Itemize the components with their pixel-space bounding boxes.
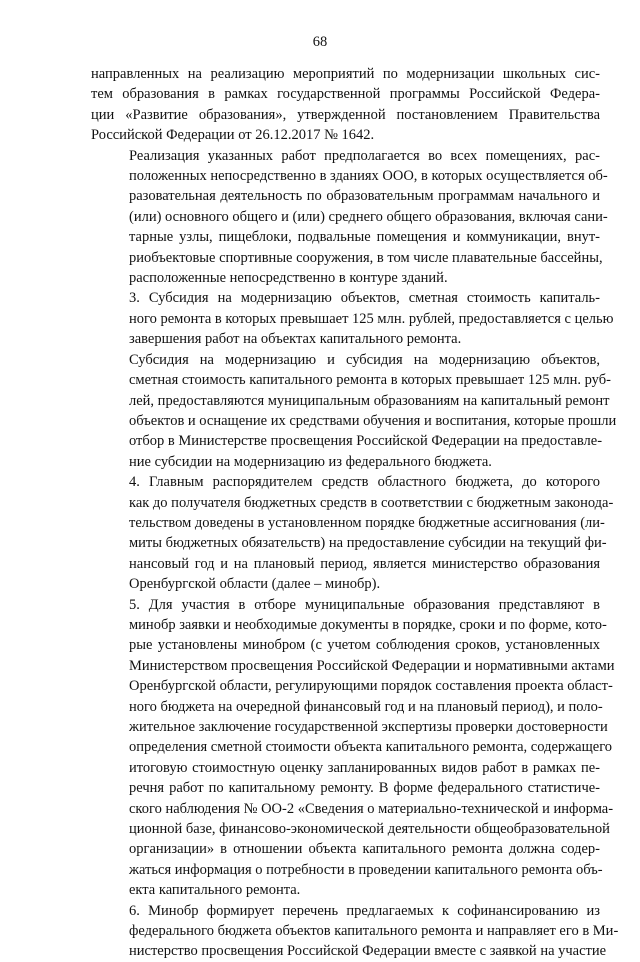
text-line: федерального бюджета объектов капитального ремонта и направляет его в Ми- <box>129 923 619 940</box>
text-line: жаться информация о потребности в проведении капитального ремонта объ- <box>129 861 603 878</box>
text-line: ции «Развитие образования», утвержденной постановлением Правительства <box>91 106 600 123</box>
text-line: организации» в отношении объекта капитального ремонта должна содер- <box>129 841 600 858</box>
text-line: нистерство просвещения Российской Федерации вместе с заявкой на участие <box>129 943 607 960</box>
text-line: ние субсидии на модернизацию из федерального бюджета. <box>129 453 492 470</box>
text-line: (или) основного общего и (или) среднего общего образования, включая сани- <box>129 208 608 225</box>
paragraph <box>91 901 619 962</box>
text-line: Оренбургской области, регулирующими порядок составления проекта област- <box>129 678 613 695</box>
paragraph <box>91 288 614 349</box>
text-line: определения сметной стоимости объекта капитального ремонта, содержащего <box>129 739 613 756</box>
text-line: разовательная деятельность по образовательным программам начального и <box>129 188 600 205</box>
text-line: лей, предоставляются муниципальным образованиям на капитальный ремонт <box>129 392 610 409</box>
text-line: объектов и оснащение их средствами обучения и воспитания, которые прошли <box>129 412 617 429</box>
text-line: нансовый год и на плановый период, является министерство образования <box>129 555 600 572</box>
text-line: 5. Для участия в отборе муниципальные образования представляют в <box>129 596 600 613</box>
text-line: направленных на реализацию мероприятий по модернизации школьных сис- <box>91 66 600 82</box>
text-line: как до получателя бюджетных средств в соответствии с бюджетным законода- <box>129 494 614 511</box>
paragraph <box>91 350 617 472</box>
text-line: сметная стоимость капитального ремонта в которых превышает 125 млн. руб- <box>129 372 611 389</box>
text-line: минобр заявки и необходимые документы в порядке, сроки и по форме, кото- <box>129 616 607 633</box>
text-line: Субсидия на модернизацию и субсидия на модернизацию объектов, <box>129 351 600 368</box>
paragraph <box>91 595 615 901</box>
text-line: 6. Минобр формирует перечень предлагаемых к софинансированию из <box>129 902 600 919</box>
text-line: Министерством просвещения Российской Федерации и нормативными актами <box>129 657 615 674</box>
text-line: жительное заключение государственной экспертизы проверки достоверности <box>129 719 608 735</box>
text-line: расположенные непосредственно в контуре зданий. <box>129 270 448 287</box>
paragraph <box>91 64 600 146</box>
text-line: 3. Субсидия на модернизацию объектов, сметная стоимость капиталь- <box>129 290 600 307</box>
text-line: Оренбургской области (далее – минобр). <box>129 576 381 593</box>
text-line: рые установлены минобром (с учетом соблюдения сроков, установленных <box>129 637 600 654</box>
text-line: завершения работ на объектах капитального ремонта. <box>129 331 462 348</box>
text-line: ского наблюдения № ОО-2 «Сведения о материально-технической и информа- <box>129 800 614 817</box>
body-text <box>91 64 619 962</box>
text-line: екта капитального ремонта. <box>129 882 301 899</box>
paragraph <box>91 146 608 289</box>
text-line: миты бюджетных обязательств) на предоставление субсидии на текущий фи- <box>129 535 607 552</box>
text-line: Реализация указанных работ предполагается во всех помещениях, рас- <box>129 147 600 164</box>
text-line: ционной базе, финансово-экономической деятельности общеобразовательной <box>129 821 610 838</box>
paragraph <box>91 472 614 594</box>
text-line: итоговую стоимостную оценку запланированных видов работ в рамках пе- <box>129 759 600 776</box>
text-line: положенных непосредственно в зданиях ООО, в которых осуществляется об- <box>129 168 608 185</box>
text-line: ного ремонта в которых превышает 125 млн. рублей, предоставляется с целью <box>129 310 614 327</box>
text-line: тарные узлы, пищеблоки, подвальные помещения и коммуникации, внут- <box>129 229 600 246</box>
text-line: тем образования в рамках государственной программы Российской Федера- <box>91 86 600 103</box>
text-line: Российской Федерации от 26.12.2017 № 1642. <box>91 127 375 144</box>
text-line: отбор в Министерстве просвещения Российской Федерации на предоставле- <box>129 433 603 450</box>
text-line: риобъектовые спортивные сооружения, в том числе плавательные бассейны, <box>129 249 603 266</box>
text-line: речня работ по капитальному ремонту. В форме федерального статистиче- <box>129 780 600 797</box>
text-line: ного бюджета на очередной финансовый год и на плановый период), и поло- <box>129 698 603 715</box>
text-line: 4. Главным распорядителем средств областного бюджета, до которого <box>129 474 600 491</box>
text-line: тельством доведены в установленном порядке бюджетные ассигнования (ли- <box>129 514 605 531</box>
page-number: 68 <box>312 34 328 50</box>
